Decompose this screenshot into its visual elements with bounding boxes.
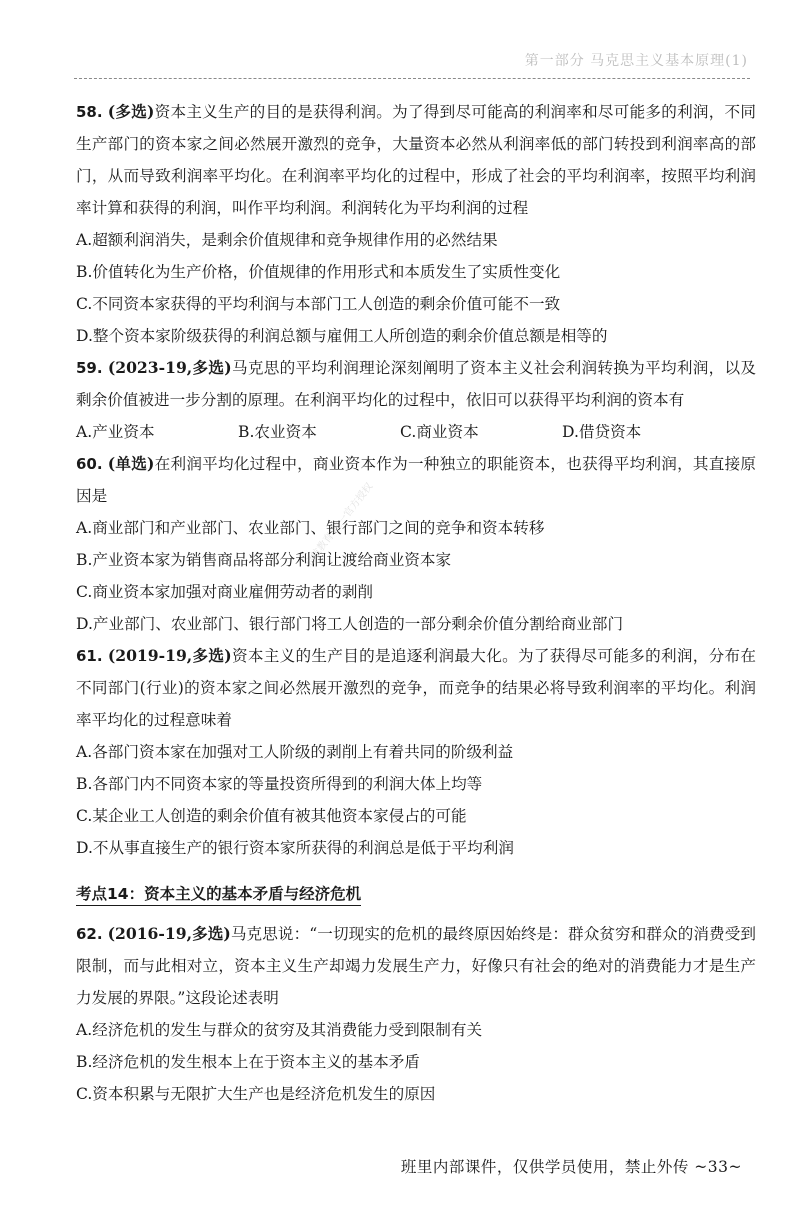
option-c: C.商业资本家加强对商业雇佣劳动者的剥削	[76, 583, 374, 601]
question-tag: (单选)	[107, 454, 155, 473]
option-b: B.农业资本	[238, 423, 317, 441]
question-tag: (多选)	[107, 102, 155, 121]
option-c: C.某企业工人创造的剩余价值有被其他资本家侵占的可能	[76, 807, 467, 825]
question-61	[76, 640, 756, 864]
question-stem: 资本主义生产的目的是获得利润。为了得到尽可能高的利润率和尽可能多的利润，不同生产部门的资本家之间必然展开激烈的竞争，大量资本必然从利润率低的部门转投到利润率高的部门，从而导致利润率平均化。在利润率平均化的过程中，形成了社会的平均利润率，按照平均利润率计算和获得的利润，叫作平均利润。利润转化为平均利润的过程	[76, 103, 756, 217]
page-content	[76, 96, 756, 1110]
question-60	[76, 448, 756, 640]
question-number: 62.	[76, 925, 103, 943]
question-62	[76, 918, 756, 1110]
option-c: C.资本积累与无限扩大生产也是经济危机发生的原因	[76, 1085, 436, 1103]
option-d: D.整个资本家阶级获得的利润总额与雇佣工人所创造的剩余价值总额是相等的	[76, 327, 608, 345]
question-number: 58.	[76, 103, 103, 121]
option-c: C.商业资本	[400, 423, 479, 441]
section-heading	[76, 878, 756, 910]
question-stem: 资本主义的生产目的是追逐利润最大化。为了获得尽可能多的利润，分布在不同部门(行业)的资本家之间必然展开激烈的竞争，而竞争的结果必将导致利润率的平均化。利润率平均化的过程意味着	[76, 647, 756, 729]
question-stem: 在利润平均化过程中，商业资本作为一种独立的职能资本，也获得平均利润，其直接原因是	[76, 455, 756, 505]
question-stem: 马克思的平均利润理论深刻阐明了资本主义社会利润转换为平均利润，以及剩余价值被进一步分割的原理。在利润平均化的过程中，依旧可以获得平均利润的资本有	[76, 359, 756, 409]
option-b: B.价值转化为生产价格，价值规律的作用形式和本质发生了实质性变化	[76, 263, 561, 281]
option-a: A.商业部门和产业部门、农业部门、银行部门之间的竞争和资本转移	[76, 519, 545, 537]
running-header: 第一部分 马克思主义基本原理(1)	[524, 53, 748, 69]
option-a: A.产业资本	[76, 423, 155, 441]
question-number: 61.	[76, 647, 103, 665]
watermark: 启航教育 唯一官方授权	[303, 481, 376, 570]
option-d: D.不从事直接生产的银行资本家所获得的利润总是低于平均利润	[76, 839, 514, 857]
option-d: D.产业部门、农业部门、银行部门将工人创造的一部分剩余价值分割给商业部门	[76, 615, 624, 633]
option-a: A.超额利润消失，是剩余价值规律和竞争规律作用的必然结果	[76, 231, 498, 249]
question-tag: (2016-19,多选)	[107, 924, 231, 943]
option-a: A.各部门资本家在加强对工人阶级的剥削上有着共同的阶级利益	[76, 743, 514, 761]
header-divider	[74, 78, 750, 79]
question-58	[76, 96, 756, 352]
option-d: D.借贷资本	[562, 423, 642, 441]
option-b: B.产业资本家为销售商品将部分利润让渡给商业资本家	[76, 551, 452, 569]
question-number: 59.	[76, 359, 103, 377]
option-c: C.不同资本家获得的平均利润与本部门工人创造的剩余价值可能不一致	[76, 295, 561, 313]
page-footer: 班里内部课件，仅供学员使用，禁止外传 ~33~	[400, 1158, 742, 1176]
question-59	[76, 352, 756, 448]
question-tag: (2023-19,多选)	[107, 358, 232, 377]
option-a: A.经济危机的发生与群众的贫穷及其消费能力受到限制有关	[76, 1021, 483, 1039]
question-number: 60.	[76, 455, 103, 473]
option-b: B.经济危机的发生根本上在于资本主义的基本矛盾	[76, 1053, 420, 1071]
option-b: B.各部门内不同资本家的等量投资所得到的利润大体上均等	[76, 775, 483, 793]
section-title: 考点14：资本主义的基本矛盾与经济危机	[76, 885, 361, 906]
question-stem: 马克思说：“一切现实的危机的最终原因始终是：群众贫穷和群众的消费受到限制，而与此相对立，资本主义生产却竭力发展生产力，好像只有社会的绝对的消费能力才是生产力发展的界限。”这段论述表明	[76, 925, 756, 1007]
options-row	[76, 416, 756, 448]
question-tag: (2019-19,多选)	[107, 646, 232, 665]
